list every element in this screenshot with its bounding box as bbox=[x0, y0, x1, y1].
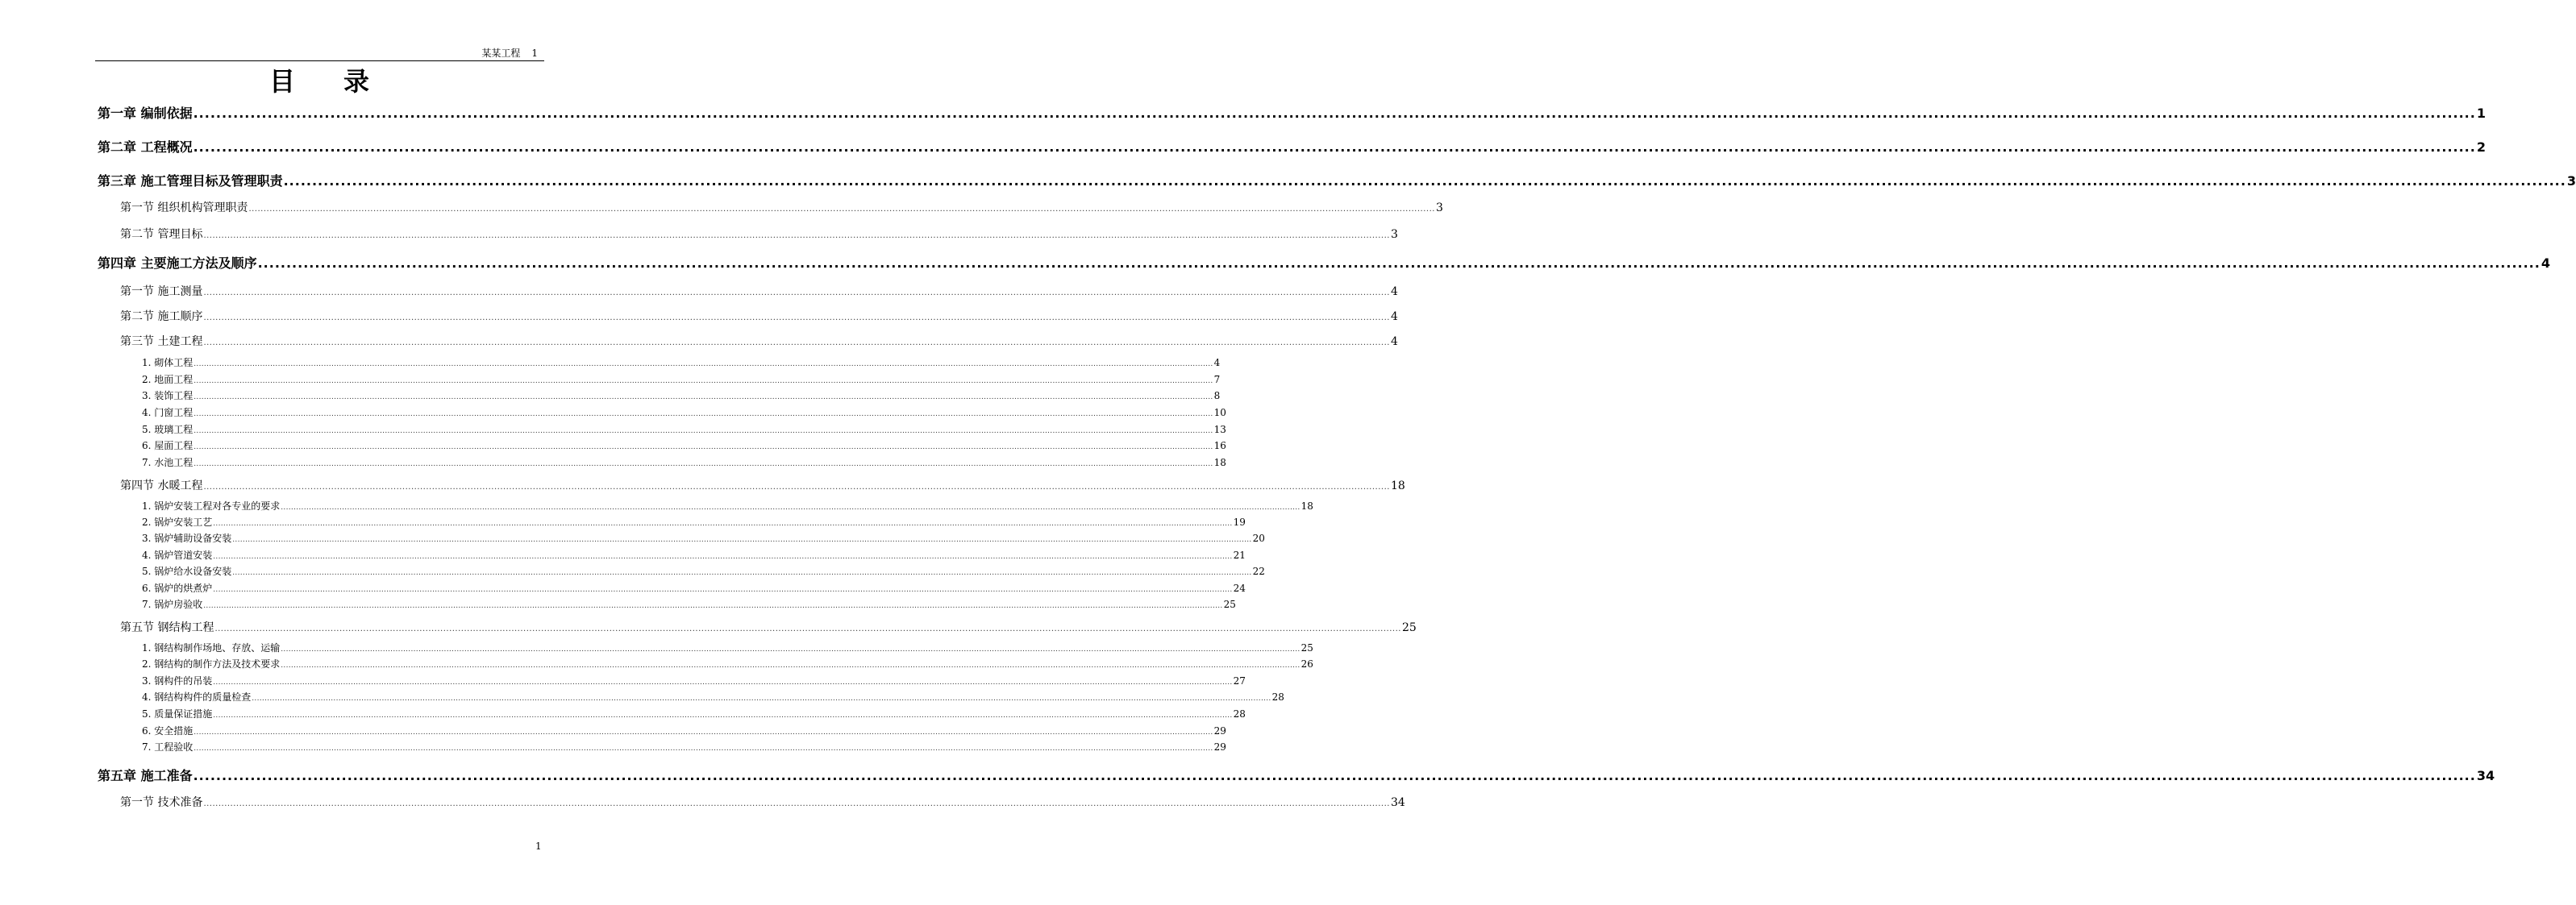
toc-leader-dots: ................................................................................................................................................................................................................................................................................................................................................................................................................ bbox=[257, 255, 2541, 271]
toc-entry-page: 34 bbox=[1390, 796, 1405, 809]
toc-entry-label: 3. 锅炉辅助设备安装 bbox=[142, 533, 232, 544]
header-text bbox=[481, 46, 538, 60]
toc-entry-page: 20 bbox=[1252, 533, 1265, 544]
toc-entry[interactable] bbox=[142, 372, 1221, 386]
toc-entry[interactable] bbox=[98, 766, 2495, 784]
toc-entry-page: 3 bbox=[1435, 201, 1443, 214]
footer-page-number: 1 bbox=[535, 841, 542, 852]
toc-entry-label: 第三节 土建工程 bbox=[120, 335, 203, 348]
toc-entry-label: 3. 钢构件的吊装 bbox=[142, 675, 213, 687]
toc-leader-dots: ................................................................................................................................................................................................................................................................................................................................................................................................................ bbox=[194, 393, 1213, 401]
toc-entry[interactable] bbox=[142, 438, 1226, 452]
toc-entry[interactable] bbox=[142, 355, 1221, 369]
toc-entry[interactable] bbox=[142, 690, 1284, 704]
toc-leader-dots: ................................................................................................................................................................................................................................................................................................................................................................................................................ bbox=[203, 602, 1223, 610]
toc-entry[interactable] bbox=[142, 388, 1221, 402]
page-title bbox=[0, 61, 640, 98]
toc-entry-label: 4. 门窗工程 bbox=[142, 407, 194, 418]
toc-entry[interactable] bbox=[142, 740, 1226, 753]
toc-entry-page: 27 bbox=[1233, 675, 1246, 687]
toc-leader-dots: ................................................................................................................................................................................................................................................................................................................................................................................................................ bbox=[248, 205, 1435, 214]
toc-leader-dots: ................................................................................................................................................................................................................................................................................................................................................................................................................ bbox=[194, 745, 1213, 753]
toc-entry-page: 29 bbox=[1213, 741, 1226, 753]
toc-entry-label: 2. 地面工程 bbox=[142, 374, 194, 385]
toc-entry[interactable] bbox=[142, 515, 1246, 529]
toc-entry-page: 16 bbox=[1213, 440, 1226, 451]
toc-leader-dots: ................................................................................................................................................................................................................................................................................................................................................................................................................ bbox=[281, 646, 1300, 654]
toc-leader-dots: ................................................................................................................................................................................................................................................................................................................................................................................................................ bbox=[213, 586, 1233, 594]
toc-entry-label: 1. 锅炉安装工程对各专业的要求 bbox=[142, 500, 281, 512]
toc-entry-page: 2 bbox=[2476, 139, 2486, 155]
toc-entry-page: 3 bbox=[1390, 228, 1398, 241]
toc-entry-label: 第三章 施工管理目标及管理职责 bbox=[98, 173, 283, 189]
toc-leader-dots: ................................................................................................................................................................................................................................................................................................................................................................................................................ bbox=[203, 483, 1390, 492]
toc-leader-dots: ................................................................................................................................................................................................................................................................................................................................................................................................................ bbox=[283, 173, 2566, 189]
toc-entry-page: 10 bbox=[1213, 407, 1226, 418]
toc-leader-dots: ................................................................................................................................................................................................................................................................................................................................................................................................................ bbox=[213, 679, 1233, 687]
toc-entry-label: 第四节 水暖工程 bbox=[120, 479, 203, 492]
toc-entry-label: 4. 锅炉管道安装 bbox=[142, 550, 213, 561]
toc-entry-label: 7. 水池工程 bbox=[142, 457, 194, 468]
toc-entry-label: 2. 锅炉安装工艺 bbox=[142, 517, 213, 528]
toc-entry-page: 26 bbox=[1300, 658, 1313, 670]
toc-entry-page: 34 bbox=[2476, 768, 2495, 783]
toc-entry-page: 7 bbox=[1213, 374, 1221, 385]
toc-entry-page: 21 bbox=[1233, 550, 1246, 561]
toc-entry[interactable] bbox=[142, 422, 1226, 436]
toc-entry-label: 第二节 管理目标 bbox=[120, 228, 203, 241]
toc-leader-dots: ................................................................................................................................................................................................................................................................................................................................................................................................................ bbox=[232, 569, 1252, 577]
toc-entry[interactable] bbox=[142, 405, 1226, 419]
header-doc-name: 某某工程 bbox=[481, 48, 521, 59]
toc-leader-dots: ................................................................................................................................................................................................................................................................................................................................................................................................................ bbox=[213, 553, 1233, 561]
toc-entry-label: 第二章 工程概况 bbox=[98, 139, 193, 155]
toc-leader-dots: ................................................................................................................................................................................................................................................................................................................................................................................................................ bbox=[203, 313, 1390, 322]
toc-entry-page: 28 bbox=[1271, 691, 1284, 703]
toc-entry-page: 4 bbox=[2541, 255, 2550, 271]
toc-entry-label: 第五节 钢结构工程 bbox=[120, 621, 214, 634]
toc-entry[interactable] bbox=[142, 707, 1246, 720]
toc-entry-label: 1. 砌体工程 bbox=[142, 357, 194, 368]
toc-entry[interactable] bbox=[98, 253, 2550, 272]
toc-entry-page: 13 bbox=[1213, 424, 1226, 435]
toc-leader-dots: ................................................................................................................................................................................................................................................................................................................................................................................................................ bbox=[203, 338, 1390, 347]
toc-entry-page: 4 bbox=[1213, 357, 1221, 368]
toc-entry-page: 18 bbox=[1300, 500, 1313, 512]
toc-leader-dots: ................................................................................................................................................................................................................................................................................................................................................................................................................ bbox=[203, 799, 1390, 808]
toc-entry-label: 第一节 施工测量 bbox=[120, 285, 203, 298]
toc-entry[interactable] bbox=[120, 226, 1398, 242]
toc-entry[interactable] bbox=[142, 499, 1313, 513]
toc-entry-page: 18 bbox=[1390, 479, 1405, 492]
toc-entry-page: 25 bbox=[1300, 642, 1313, 654]
toc-entry[interactable] bbox=[142, 597, 1236, 611]
toc-entry-label: 6. 锅炉的烘煮炉 bbox=[142, 583, 213, 594]
toc-entry[interactable] bbox=[142, 548, 1246, 562]
toc-entry-label: 6. 安全措施 bbox=[142, 725, 194, 737]
toc-leader-dots: ................................................................................................................................................................................................................................................................................................................................................................................................................ bbox=[194, 427, 1213, 435]
toc-entry-label: 5. 质量保证措施 bbox=[142, 708, 213, 720]
toc-leader-dots: ................................................................................................................................................................................................................................................................................................................................................................................................................ bbox=[232, 536, 1252, 544]
toc-entry-label: 第一节 技术准备 bbox=[120, 796, 203, 809]
title-part-2: 录 bbox=[343, 66, 372, 97]
toc-entry[interactable] bbox=[142, 455, 1226, 469]
toc-entry-page: 4 bbox=[1390, 335, 1398, 348]
toc-entry-page: 4 bbox=[1390, 310, 1398, 323]
toc-entry-page: 25 bbox=[1223, 599, 1236, 610]
toc-entry-label: 第四章 主要施工方法及顺序 bbox=[98, 255, 257, 271]
toc-entry-page: 8 bbox=[1213, 390, 1221, 401]
toc-entry[interactable] bbox=[142, 564, 1265, 578]
toc-entry-label: 6. 屋面工程 bbox=[142, 440, 194, 451]
toc-entry-label: 2. 钢结构的制作方法及技术要求 bbox=[142, 658, 281, 670]
toc-entry[interactable] bbox=[142, 641, 1313, 654]
toc-leader-dots: ................................................................................................................................................................................................................................................................................................................................................................................................................ bbox=[194, 377, 1213, 385]
toc-entry[interactable] bbox=[120, 477, 1405, 493]
toc-entry[interactable] bbox=[98, 103, 2486, 122]
toc-entry-page: 29 bbox=[1213, 725, 1226, 737]
toc-entry-label: 7. 工程验收 bbox=[142, 741, 194, 753]
toc-leader-dots: ................................................................................................................................................................................................................................................................................................................................................................................................................ bbox=[281, 662, 1300, 670]
toc-entry-label: 4. 钢结构构件的质量检查 bbox=[142, 691, 252, 703]
toc-entry-label: 第五章 施工准备 bbox=[98, 768, 193, 783]
toc-entry-label: 3. 装饰工程 bbox=[142, 390, 194, 401]
toc-entry[interactable] bbox=[120, 283, 1398, 299]
toc-entry[interactable] bbox=[142, 581, 1246, 595]
toc-entry[interactable] bbox=[120, 308, 1398, 324]
toc-entry[interactable] bbox=[142, 657, 1313, 670]
page-header bbox=[95, 44, 544, 61]
toc-entry-label: 7. 锅炉房验收 bbox=[142, 599, 203, 610]
toc-entry[interactable] bbox=[120, 794, 1405, 810]
toc-leader-dots: ................................................................................................................................................................................................................................................................................................................................................................................................................ bbox=[203, 289, 1390, 297]
toc-entry-page: 22 bbox=[1252, 566, 1265, 577]
toc-leader-dots: ................................................................................................................................................................................................................................................................................................................................................................................................................ bbox=[193, 106, 2476, 121]
toc-entry-page: 1 bbox=[2476, 106, 2486, 121]
toc-leader-dots: ................................................................................................................................................................................................................................................................................................................................................................................................................ bbox=[193, 139, 2476, 155]
toc-entry[interactable] bbox=[142, 531, 1265, 545]
title-part-1: 目 bbox=[268, 66, 297, 97]
toc-entry[interactable] bbox=[98, 137, 2486, 156]
toc-entry-label: 第二节 施工顺序 bbox=[120, 310, 203, 323]
toc-entry[interactable] bbox=[120, 199, 1443, 215]
toc-leader-dots: ................................................................................................................................................................................................................................................................................................................................................................................................................ bbox=[281, 504, 1300, 512]
toc-leader-dots: ................................................................................................................................................................................................................................................................................................................................................................................................................ bbox=[194, 460, 1213, 468]
toc-leader-dots: ................................................................................................................................................................................................................................................................................................................................................................................................................ bbox=[213, 520, 1233, 528]
toc-entry[interactable] bbox=[98, 171, 2576, 189]
toc-entry-label: 第一章 编制依据 bbox=[98, 106, 193, 121]
toc-leader-dots: ................................................................................................................................................................................................................................................................................................................................................................................................................ bbox=[214, 625, 1401, 633]
toc-entry-page: 4 bbox=[1390, 285, 1398, 298]
toc-entry-label: 5. 锅炉给水设备安装 bbox=[142, 566, 232, 577]
toc-entry-label: 5. 玻璃工程 bbox=[142, 424, 194, 435]
toc-entry[interactable] bbox=[142, 674, 1246, 687]
toc-entry-page: 24 bbox=[1233, 583, 1246, 594]
toc-entry[interactable] bbox=[120, 333, 1398, 349]
toc-leader-dots: ................................................................................................................................................................................................................................................................................................................................................................................................................ bbox=[252, 695, 1271, 703]
toc-entry-page: 3 bbox=[2566, 173, 2576, 189]
toc-entry-page: 18 bbox=[1213, 457, 1226, 468]
toc-entry-label: 第一节 组织机构管理职责 bbox=[120, 201, 248, 214]
toc-leader-dots: ................................................................................................................................................................................................................................................................................................................................................................................................................ bbox=[194, 443, 1213, 451]
header-page-number: 1 bbox=[531, 48, 538, 59]
toc-leader-dots: ................................................................................................................................................................................................................................................................................................................................................................................................................ bbox=[203, 231, 1390, 240]
toc-leader-dots: ................................................................................................................................................................................................................................................................................................................................................................................................................ bbox=[194, 410, 1213, 418]
toc-entry[interactable] bbox=[142, 724, 1226, 737]
toc-entry-label: 1. 钢结构制作场地、存放、运输 bbox=[142, 642, 281, 654]
toc-leader-dots: ................................................................................................................................................................................................................................................................................................................................................................................................................ bbox=[194, 360, 1213, 368]
toc-leader-dots: ................................................................................................................................................................................................................................................................................................................................................................................................................ bbox=[194, 729, 1213, 737]
toc-leader-dots: ................................................................................................................................................................................................................................................................................................................................................................................................................ bbox=[213, 712, 1233, 720]
toc-entry[interactable] bbox=[120, 619, 1417, 635]
toc-entry-page: 25 bbox=[1401, 621, 1417, 634]
toc-entry-page: 28 bbox=[1233, 708, 1246, 720]
toc-entry-page: 19 bbox=[1233, 517, 1246, 528]
toc-leader-dots: ................................................................................................................................................................................................................................................................................................................................................................................................................ bbox=[193, 768, 2476, 783]
